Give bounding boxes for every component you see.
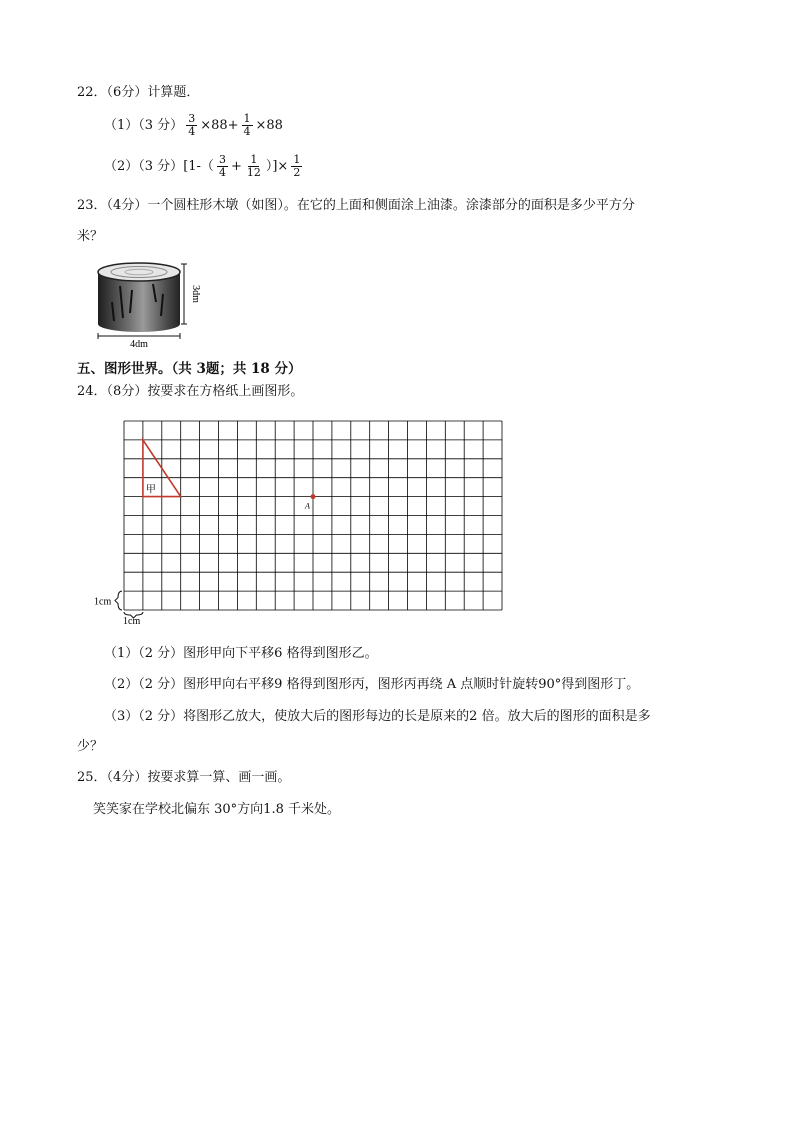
denominator: 4 — [188, 125, 196, 138]
expression-text: ×88+ — [200, 118, 239, 133]
expression-text: ）]× — [265, 159, 289, 174]
q22-part1-prefix: （1）（3 分） — [104, 118, 184, 133]
numerator: 1 — [250, 153, 258, 166]
fraction — [217, 154, 228, 179]
q22-part2-prefix: （2）（3 分） — [104, 159, 184, 174]
unit-label-vertical: 1cm — [94, 596, 112, 608]
triangle-jia-label: 甲 — [145, 484, 156, 496]
unit-label-horizontal: 1cm — [123, 616, 141, 627]
stump-top — [98, 263, 180, 281]
unit-brace-vertical — [115, 591, 122, 610]
square-grid-paper — [90, 410, 510, 630]
diameter-label: 4dm — [130, 339, 148, 350]
q24-part1: （1）（2 分）图形甲向下平移6 格得到图形乙。 — [104, 646, 378, 661]
section-title: 五、图形世界。（共 3题；共 18 分） — [77, 361, 302, 377]
numerator: 3 — [188, 112, 196, 125]
point-a-marker — [311, 494, 316, 499]
q25-body: 笑笑家在学校北偏东 30°方向1.8 千米处。 — [93, 802, 340, 817]
grid-lines — [124, 421, 502, 610]
denominator: 4 — [243, 125, 251, 138]
numerator: 1 — [243, 112, 251, 125]
numerator: 3 — [218, 153, 226, 166]
height-label: 3dm — [190, 285, 201, 303]
q23-line2: 米？ — [77, 229, 104, 244]
q24-title: 24．（8分）按要求在方格纸上画图形。 — [77, 384, 304, 399]
cylinder-stump-figure — [90, 258, 200, 350]
expression-text: [1-（ — [183, 159, 214, 174]
q22-part1 — [104, 113, 283, 138]
q24-part3-line1: （3）（2 分）将图形乙放大，使放大后的图形每边的长是原来的2 倍。放大后的图形的面积是多 — [104, 709, 651, 724]
fraction — [186, 113, 197, 138]
q23-line1: 23．（4分）一个圆柱形木墩（如图）。在它的上面和侧面涂上油漆。涂漆部分的面积是多少平方分 — [77, 198, 635, 213]
q25-title: 25．（4分）按要求算一算、画一画。 — [77, 770, 291, 785]
expression-text: + — [230, 159, 242, 174]
fraction — [291, 154, 302, 179]
fraction — [245, 154, 263, 179]
q22-part2 — [104, 154, 305, 179]
fraction — [242, 113, 253, 138]
denominator: 2 — [293, 166, 301, 179]
expression-text: ×88 — [255, 118, 283, 133]
denominator: 4 — [218, 166, 226, 179]
q24-part3-line2: 少？ — [77, 739, 104, 754]
point-a-label: A — [305, 501, 310, 511]
denominator: 12 — [246, 166, 261, 179]
q24-part2: （2）（2 分）图形甲向右平移9 格得到图形丙，图形丙再绕 A 点顺时针旋转90°得到图形丁。 — [104, 677, 640, 692]
numerator: 1 — [293, 153, 301, 166]
q22-title: 22．（6分）计算题． — [77, 85, 200, 100]
